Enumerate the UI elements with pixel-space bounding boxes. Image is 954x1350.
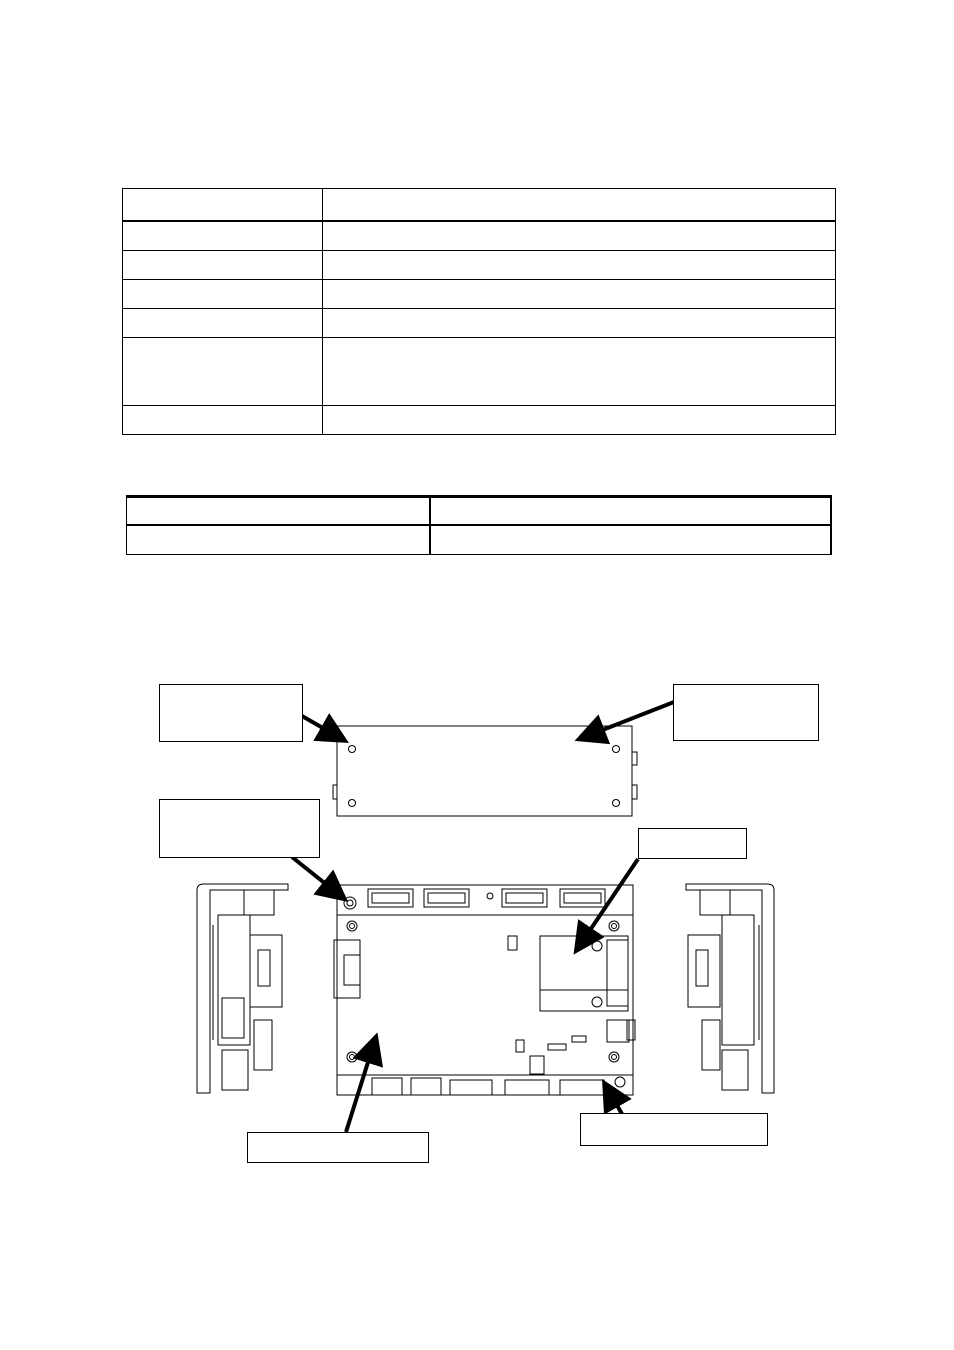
arrow-top-right <box>582 702 674 738</box>
callout-mid-left <box>159 799 320 858</box>
callout-bottom-left <box>247 1132 429 1163</box>
callout-top-left <box>159 684 303 742</box>
callout-bottom-right <box>580 1113 768 1146</box>
arrow-top-left <box>302 716 342 739</box>
arrow-mid-left <box>292 857 342 897</box>
arrow-bottom-right <box>606 1086 622 1114</box>
cover-plate <box>333 726 637 816</box>
main-board <box>334 885 635 1095</box>
right-side-view <box>686 884 774 1093</box>
leader-arrows <box>292 702 674 1132</box>
left-side-view <box>197 884 288 1093</box>
arrow-bottom-left <box>346 1040 375 1132</box>
callout-top-right <box>673 684 819 741</box>
callout-mid-right <box>638 828 747 859</box>
